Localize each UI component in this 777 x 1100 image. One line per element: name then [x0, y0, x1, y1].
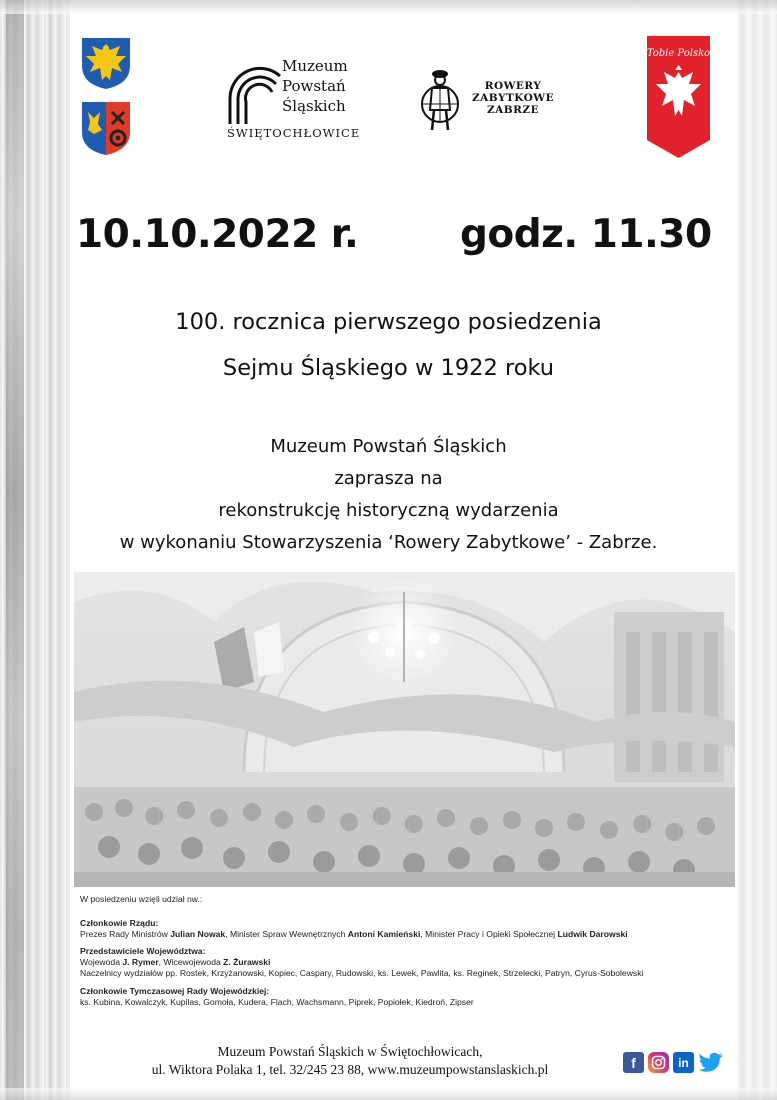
tobie-polsko-banner [647, 36, 710, 158]
cyclist-figure-icon [418, 66, 466, 134]
caption-council-heading: Członkowie Tymczasowej Rady Wojewódzkiej: [80, 986, 270, 996]
rowery-zabytkowe-logo [418, 66, 578, 136]
rowery-logo-line2: ZABYTKOWE [472, 92, 555, 104]
museum-logo-city: ŚWIĘTOCHŁOWICE [227, 126, 361, 140]
invitation-line1: Muzeum Powstań Śląskich [270, 436, 507, 457]
caption-gov-line: Prezes Rady Ministrów Julian Nowak, Minister Spraw Wewnętrznych Antoni Kamieński, Minister Pracy i Opieki Społecznej Ludwik Darowski [80, 929, 628, 939]
instagram-icon[interactable] [648, 1052, 669, 1073]
museum-logo [222, 56, 372, 146]
session-hall-illustration [74, 572, 735, 887]
grunge-border-top [0, 0, 777, 14]
event-date: 10.10.2022 r. [76, 212, 359, 257]
museum-logo-name [282, 56, 348, 116]
caption-council-line: ks. Kubina, Kowalczyk, Kupilas, Gomoła, Kudera, Flach, Wachsmann, Piprek, Popiołek, Kiedroń, Zipser [80, 997, 474, 1007]
invitation-line3: rekonstrukcję historyczną wydarzenia [218, 500, 559, 521]
event-subtitle-line2: Sejmu Śląskiego w 1922 roku [222, 355, 555, 381]
footer-address-line1: Muzeum Powstań Śląskich w Świętochłowicach, [217, 1044, 483, 1059]
caption-gov-heading: Członkowie Rządu: [80, 918, 159, 928]
tobie-polsko-text: Tobie Polsko [647, 48, 710, 59]
caption-voiv-line1: Wojewoda J. Rymer, Wicewojewoda Z. Żurawski [80, 957, 271, 967]
event-time: godz. 11.30 [460, 212, 712, 257]
invitation-line2: zaprasza na [334, 468, 443, 489]
city-crest-icon [80, 100, 132, 156]
museum-logo-line3: Śląskich [282, 97, 346, 115]
caption-intro: W posiedzeniu wzięli udział nw.: [80, 894, 203, 904]
linkedin-icon[interactable]: in [673, 1052, 694, 1073]
caption-voiv-line2: Naczelnicy wydziałów pp. Rostek, Krzyżanowski, Kopiec, Caspary, Rudowski, ks. Lewek, Pawlita, ks. Reginek, Strzelecki, Patryn, Cyrus-Sobolewski [80, 968, 644, 978]
grunge-border-bottom [0, 1088, 777, 1100]
museum-arcs-icon [222, 58, 282, 128]
rowery-logo-line1: ROWERY [484, 80, 542, 92]
rowery-logo-text [472, 80, 554, 116]
caption-voiv-heading: Przedstawiciele Województwa: [80, 946, 206, 956]
historic-session-photo [74, 572, 735, 887]
museum-logo-line1: Muzeum [282, 57, 348, 75]
silesian-eagle-crest-icon [80, 36, 132, 90]
invitation-line4: w wykonaniu Stowarzyszenia ‘Rowery Zabytkowe’ - Zabrze. [119, 532, 658, 553]
facebook-icon[interactable]: f [623, 1052, 644, 1073]
twitter-icon[interactable] [698, 1052, 724, 1073]
museum-logo-line2: Powstań [282, 77, 346, 95]
rowery-logo-line3: ZABRZE [487, 104, 540, 116]
footer-address-line2: ul. Wiktora Polaka 1, tel. 32/245 23 88, www.muzeumpowstanslaskich.pl [151, 1062, 549, 1077]
event-subtitle-line1: 100. rocznica pierwszego posiedzenia [175, 309, 602, 335]
